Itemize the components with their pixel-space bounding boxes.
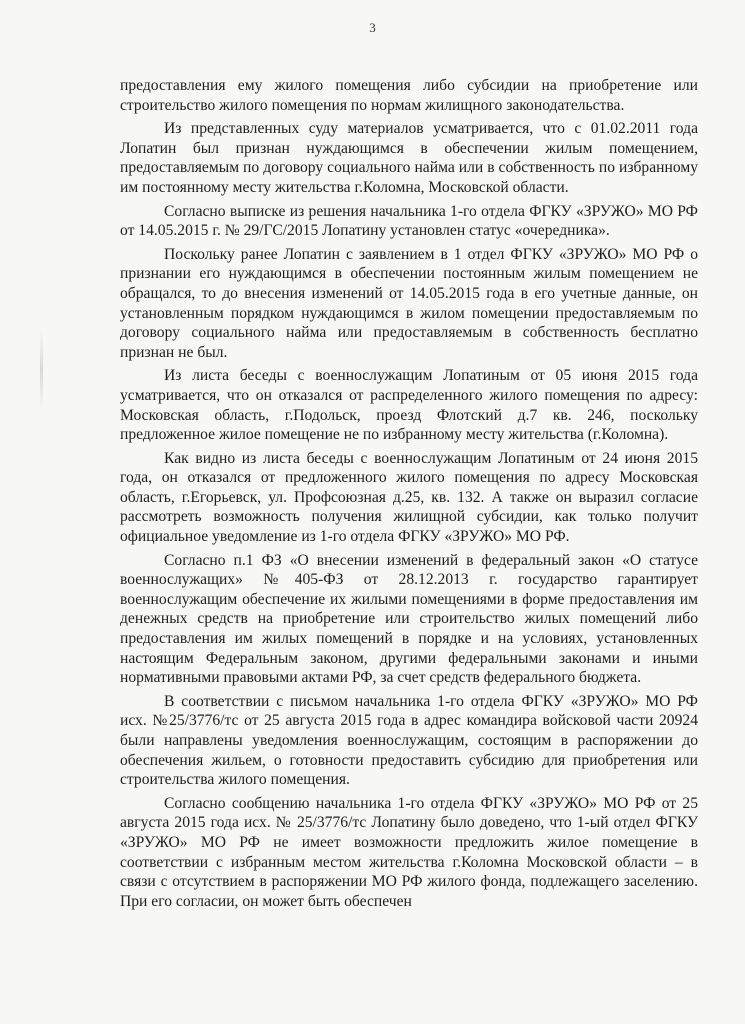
paragraph-federal-law: Согласно п.1 ФЗ «О внесении изменений в федеральный закон «О статусе военнослужащих» №405-ФЗ от 28.12.2013 г. государство гарантирует военнослужащим обеспечение их жилыми помещениями в форме предоставления им денежных средств на приобретение или строительство жилых помещений либо предоставления им жилых помещений в порядке и на условиях, установленных настоящим Федеральным законом, другими федеральными законами и иными нормативными правовыми актами РФ, за счет средств федерального бюджета. [120,551,698,687]
paragraph-extract: Согласно выписке из решения начальника 1-го отдела ФГКУ «ЗРУЖО» МО РФ от 14.05.2015 г. № 29/ГС/2015 Лопатину установлен статус «очередника». [120,202,698,240]
paper-fold-mark [40,330,43,410]
paragraph-continuation: предоставления ему жилого помещения либо субсидии на приобретение или строительство жилого помещения по нормам жилищного законодательства. [120,77,698,114]
page-number: 3 [369,20,376,35]
document-body [120,76,698,915]
paragraph-letter: В соответствии с письмом начальника 1-го отдела ФГКУ «ЗРУЖО» МО РФ исх. №25/3776/тс от 25 августа 2015 года в адрес командира войсковой части 20924 были направлены уведомления военнослужащим, состоящим в распоряжении до обеспечения жильем, о готовности предоставить субсидию для приобретения или строительства жилого помещения. [120,692,698,789]
paragraph-podolsk: Из листа беседы с военнослужащим Лопатиным от 05 июня 2015 года усматривается, что он отказался от распределенного жилого помещения по адресу: Московская область, г.Подольск, проезд Флотский д.7 кв. 246, поскольку предложенное жилое помещение не по избранному месту жительства (г.Коломна). [120,367,698,444]
paragraph-application: Поскольку ранее Лопатин с заявлением в 1 отдел ФГКУ «ЗРУЖО» МО РФ о признании его нуждающимся в обеспечении постоянным жилым помещением не обращался, то до внесения изменений от 14.05.2015 года в его учетные данные, он установленным порядком нуждающимся в жилом помещении предоставляемым по договору социального найма или предоставляемым в собственность бесплатно признан не был. [120,245,698,361]
paragraph-materials: Из представленных суду материалов усматривается, что с 01.02.2011 года Лопатин был признан нуждающимся в обеспечении жилым помещением, предоставляемым по договору социального найма или в собственность по избранному им постоянному месту жительства г.Коломна, Московской области. [120,120,698,196]
paragraph-message: Согласно сообщению начальника 1-го отдела ФГКУ «ЗРУЖО» МО РФ от 25 августа 2015 года исх. № 25/3776/тс Лопатину было доведено, что 1-ый отдел ФГКУ «ЗРУЖО» МО РФ не имеет возможности предложить жилое помещение в соответствии с избранным местом жительства г.Коломна Московской области – в связи с отсутствием в распоряжении МО РФ жилого фонда, подлежащего заселению. При его согласии, он может быть обеспечен [120,794,698,910]
paragraph-egorievsk: Как видно из листа беседы с военнослужащим Лопатиным от 24 июня 2015 года, он отказался от предложенного жилого помещения по адресу Московская область, г.Егорьевск, ул. Профсоюзная д.25, кв. 132. А также он выразил согласие рассмотреть возможность получения жилищной субсидии, как только получит официальное уведомление из 1-го отдела ФГКУ «ЗРУЖО» МО РФ. [120,449,698,546]
